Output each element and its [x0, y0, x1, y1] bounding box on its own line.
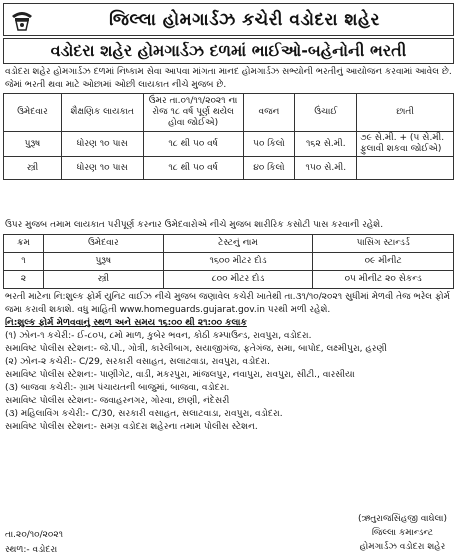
table-cell: ૧૬૦૦ મીટર દોડ [163, 253, 313, 271]
eligibility-table [3, 93, 454, 180]
table-cell: ધોરણ ૧૦ પાસ [61, 132, 143, 157]
table-cell: ૫૦ કિલો [243, 132, 295, 157]
table-cell: સ્ત્રી [4, 157, 62, 180]
location-line: (૩) મહિલાવિંગ કચેરી:- C/30, સરકારી વસાહત, સલાટવાડા, રાવપુરા, વડોદરા. [5, 409, 283, 419]
table-cell: ૨ [4, 271, 44, 289]
table-cell: પુરૂષ [43, 253, 163, 271]
column-header: ઉમેદવાર [43, 235, 163, 253]
table-cell: ૧૬૨ સે.મી. [295, 132, 357, 157]
form-location-heading: નિ:શુલ્ક ફોર્મ મેળવવાનું સ્થળ અને સમય ૧૬:૦૦ થી ૨૧:૦૦ કલાક [5, 318, 247, 328]
table-cell: ૧૮ થી ૫૦ વર્ષ [143, 157, 243, 180]
location-line: (૧) ઝોન-૧ કચેરી:- ઈ-૮૦૫, ૮મો માળ, કુબેર ભવન, કોઠી કમ્પાઉન્ડ, રાવપુરા, વડોદરા. [5, 331, 312, 341]
column-header: ઉમેદવાર [4, 94, 62, 132]
notice-date: તા.૨૦/૧૦/૨૦૨૧ [5, 530, 64, 540]
notice-place: સ્થળ:- વડોદરા [5, 545, 58, 555]
date-place-block [5, 528, 63, 558]
table-cell: સ્ત્રી [43, 271, 163, 289]
table-cell [357, 157, 454, 180]
table-cell: ૦૯ મીનીટ [313, 253, 454, 271]
intro-text: વડોદરા શહેર હોમગાર્ડઝ દળમાં નિષ્કામ સેવા આપવા માંગતા માનદ હોમગાર્ડઝ સભ્યોની ભરતીનું આયોજન કરવામાં આવેલ છે. જેમાં ભરતી થવા માટે ઓછામાં ઓછી લાયકાત નીચે મુજબ છે. [5, 67, 452, 90]
signatory-block [358, 512, 447, 554]
location-line: સમાવિષ્ટ પોલીસ સ્ટેશન:- જે.પી., ગોત્રી, કારેલીબાગ, સયાજીગંજ, ફતેગંજ, સમા, બાપોદ, લક્ષ્મીપુરા, હરણી [5, 344, 387, 354]
column-header: શૈક્ષણિક લાયકાત [61, 94, 143, 132]
notice-footer [5, 512, 452, 556]
table-cell: ૦૫ મીનીટ ૨૦ સેકન્ડ [313, 271, 454, 289]
column-header: ક્રમ [4, 235, 44, 253]
table-row [4, 132, 454, 157]
physical-test-note: ઉપર મુજબ તમામ લાયકાત પરીપૂર્ણ કરનાર ઉમેદવારોએ નીચે મુજબ શારીરિક કસોટી પાસ કરવાની રહેશે. [5, 220, 384, 230]
column-header: ઉંચાઈ [295, 94, 357, 132]
table-cell: ૮૦૦ મીટર દોડ [163, 271, 313, 289]
table-header-row [4, 94, 454, 132]
table-cell: ૪૦ કિલો [243, 157, 295, 180]
column-header: વજન [243, 94, 295, 132]
location-line: (૩) બાજવા કચેરી:- ગ્રામ પંચાયતની બાજુમાં, બાજવા, વડોદરા. [5, 383, 230, 393]
physical-test-table [3, 234, 454, 289]
column-header: ટેસ્ટનું નામ [163, 235, 313, 253]
location-line: સમાવિષ્ટ પોલીસ સ્ટેશન:- જવાહરનગર, ગોરવા, છાણી, નંદેસરી [5, 396, 230, 406]
column-header: પાસિંગ સ્ટાન્ડર્ડ [313, 235, 454, 253]
office-title: જિલ્લા હોમગાર્ડઝ કચેરી વડોદરા શહેર [109, 9, 380, 30]
location-line: સમાવિષ્ટ પોલીસ સ્ટેશન:- સમગ્ર વડોદરા શહેરના તમામ પોલીસ સ્ટેશન. [5, 422, 258, 432]
table-cell: ૧૮ થી ૫૦ વર્ષ [143, 132, 243, 157]
location-line: સમાવિષ્ટ પોલીસ સ્ટેશન:- પાણીગેટ, વાડી, મકરપુરા, માંજલપુર, નવાપુરા, રાવપુરા, સીટી., વારસીયા [5, 370, 355, 380]
form-availability-text: ભરતી માટેના નિ:શુલ્ક ફોર્મ યુનિટ વાઈઝ નીચે મુજબ જણાવેલ કચેરી ખાતેથી તા.૩૧/૧૦/૨૦૨૧ સુધીમાં મેળવી તેજ ભરેલ ફોર્મ જમા કરાવી શકાશે. વધુ માહિતી www.homeguards.gujarat.gov.in પરથી મળી રહેશે. [5, 292, 450, 315]
signatory-title: જિલ્લા કમાન્ડન્ટ [371, 528, 434, 538]
signatory-office: હોમગાર્ડઝ વડોદરા શહેર [359, 542, 446, 552]
table-row [4, 157, 454, 180]
recruitment-banner: વડોદરા શહેર હોમગાર્ડઝ દળમાં ભાઈઓ-બહેનોની ભરતી [3, 38, 454, 64]
table-header-row [4, 235, 454, 253]
homeguards-emblem-icon [8, 6, 36, 34]
signatory-name: (ઋતુરાજસિંહજી વાઘેલા) [357, 514, 447, 524]
table-cell: ધોરણ ૧૦ પાસ [61, 157, 143, 180]
form-info-section [5, 291, 452, 434]
location-line: (૨) ઝોન-૨ કચેરી:- C/29, સરકારી વસાહત, સલાટવાડા, રાવપુરા, વડોદરા. [5, 357, 270, 367]
column-header: ઉંમર તા.૦૧/૧૧/૨૦૨૧ ના રોજ ૧૮ વર્ષ પૂર્ણ થયેલ હોવા જોઈએ) [143, 94, 243, 132]
table-cell: પુરૂષ [4, 132, 62, 157]
table-cell: ૧ [4, 253, 44, 271]
table-row [4, 253, 454, 271]
table-row [4, 271, 454, 289]
table-cell: ૭૯ સે.મી. + (૫ સે.મી. ફુલાવી શકવા જોઈએ) [357, 132, 454, 157]
notice-header [3, 3, 454, 36]
table-cell: ૧૫૦ સે.મી. [295, 157, 357, 180]
column-header: છાતી [357, 94, 454, 132]
